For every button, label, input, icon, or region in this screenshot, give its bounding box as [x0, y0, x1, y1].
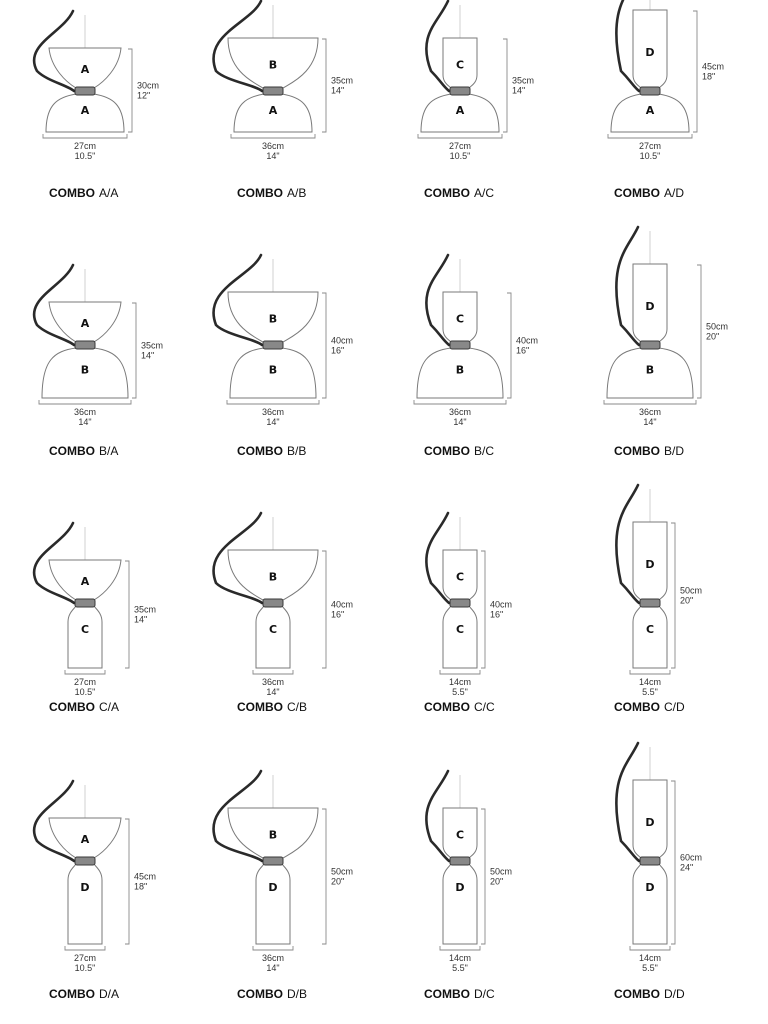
caption-suffix: D/C — [474, 987, 495, 1001]
height-cm: 40cm — [490, 599, 513, 610]
top-shade-letter: D — [645, 557, 655, 571]
height-inches: 20" — [706, 331, 720, 342]
combo-15 — [424, 771, 512, 1001]
width-bracket — [418, 134, 502, 138]
height-cm: 45cm — [702, 61, 725, 72]
height-cm: 50cm — [680, 585, 703, 596]
width-cm: 36cm — [261, 677, 285, 687]
width-cm: 14cm — [448, 953, 472, 963]
height-inches: 18" — [702, 71, 716, 82]
width-cm: 14cm — [448, 677, 472, 687]
width-inches: 14" — [643, 417, 657, 427]
combo-caption — [424, 186, 494, 200]
caption-prefix: COMBO — [237, 444, 283, 458]
combo-caption — [614, 987, 685, 1001]
height-bracket — [507, 293, 511, 398]
height-cm: 35cm — [141, 340, 164, 351]
width-inches: 10.5" — [639, 151, 661, 161]
width-inches: 10.5" — [74, 687, 96, 697]
combo-5 — [34, 265, 163, 458]
top-shade-letter: D — [645, 299, 655, 313]
combo-caption — [49, 444, 118, 458]
combo-14 — [214, 771, 354, 1001]
top-shade-letter: B — [268, 570, 278, 584]
connector-ring — [75, 87, 95, 95]
width-bracket — [39, 400, 131, 404]
caption-prefix: COMBO — [424, 987, 470, 1001]
width-cm: 14cm — [638, 953, 662, 963]
caption-prefix: COMBO — [614, 700, 660, 714]
bottom-shade — [443, 864, 477, 944]
height-inches: 16" — [490, 609, 504, 620]
top-shade-letter: A — [80, 833, 90, 846]
combo-12 — [614, 485, 702, 714]
combo-7 — [414, 255, 538, 458]
combo-caption — [614, 700, 685, 714]
height-bracket — [322, 551, 326, 668]
caption-prefix: COMBO — [49, 186, 95, 200]
top-shade-letter: B — [268, 58, 278, 72]
bottom-shade — [633, 606, 667, 668]
connector-ring — [450, 87, 470, 95]
height-bracket — [125, 819, 129, 944]
top-shade-letter: A — [80, 317, 90, 330]
connector-ring — [640, 857, 660, 865]
caption-prefix: COMBO — [237, 987, 283, 1001]
connector-ring — [263, 857, 283, 865]
caption-prefix: COMBO — [49, 987, 95, 1001]
width-inches: 5.5" — [452, 963, 468, 973]
caption-suffix: C/C — [474, 700, 495, 714]
connector-ring — [640, 341, 660, 349]
caption-suffix: C/B — [287, 700, 308, 714]
combo-caption — [49, 186, 118, 200]
top-shade-letter: C — [455, 58, 465, 72]
width-inches: 5.5" — [642, 963, 658, 973]
height-inches: 18" — [134, 881, 148, 892]
width-inches: 14" — [266, 963, 280, 973]
combo-caption — [424, 987, 495, 1001]
height-cm: 30cm — [137, 80, 160, 91]
bottom-shade-letter: C — [645, 623, 655, 636]
height-bracket — [697, 265, 701, 398]
bottom-shade — [256, 864, 290, 944]
bottom-shade — [633, 864, 667, 944]
combo-11 — [424, 513, 512, 714]
caption-suffix: C/A — [99, 700, 120, 714]
height-cm: 35cm — [512, 75, 535, 86]
bottom-shade-letter: A — [455, 104, 465, 118]
width-cm: 27cm — [448, 141, 472, 151]
width-bracket — [43, 134, 127, 138]
combo-6 — [214, 255, 354, 458]
connector-ring — [450, 341, 470, 349]
height-inches: 20" — [490, 876, 504, 887]
height-inches: 14" — [134, 614, 148, 625]
width-cm: 27cm — [73, 677, 97, 687]
combo-caption — [237, 700, 307, 714]
combo-2 — [214, 1, 354, 200]
height-bracket — [322, 39, 326, 132]
caption-prefix: COMBO — [424, 700, 470, 714]
bottom-shade-letter: C — [80, 623, 90, 636]
caption-prefix: COMBO — [49, 444, 95, 458]
width-cm: 14cm — [638, 677, 662, 687]
height-inches: 14" — [331, 85, 345, 96]
connector-ring — [450, 599, 470, 607]
bottom-shade-letter: B — [268, 363, 278, 377]
height-cm: 35cm — [134, 604, 157, 615]
bottom-shade-letter: D — [80, 881, 90, 894]
height-bracket — [693, 11, 697, 132]
connector-ring — [75, 341, 95, 349]
connector-ring — [640, 599, 660, 607]
height-bracket — [132, 303, 136, 398]
top-shade-letter: D — [645, 45, 655, 59]
combo-caption — [237, 186, 306, 200]
connector-ring — [75, 857, 95, 865]
connector-ring — [450, 857, 470, 865]
connector-ring — [263, 341, 283, 349]
bottom-shade-letter: A — [268, 104, 278, 118]
combo-16 — [614, 743, 702, 1001]
width-inches: 5.5" — [452, 687, 468, 697]
combo-caption — [614, 186, 684, 200]
width-cm: 27cm — [73, 953, 97, 963]
width-bracket — [604, 400, 696, 404]
height-inches: 24" — [680, 862, 694, 873]
width-bracket — [414, 400, 506, 404]
connector-ring — [640, 87, 660, 95]
height-cm: 60cm — [680, 852, 703, 863]
caption-suffix: B/D — [664, 444, 685, 458]
width-cm: 36cm — [638, 407, 662, 417]
height-cm: 50cm — [490, 866, 513, 877]
height-inches: 16" — [516, 345, 530, 356]
caption-suffix: C/D — [664, 700, 685, 714]
bottom-shade — [68, 606, 102, 668]
bottom-shade — [256, 606, 290, 668]
top-shade-letter: B — [268, 312, 278, 326]
bottom-shade-letter: C — [268, 623, 278, 636]
combo-caption — [237, 987, 307, 1001]
combo-caption — [49, 700, 119, 714]
height-cm: 40cm — [331, 599, 354, 610]
connector-ring — [263, 599, 283, 607]
combo-3 — [418, 1, 534, 200]
width-bracket — [227, 400, 319, 404]
caption-suffix: A/B — [287, 186, 307, 200]
caption-prefix: COMBO — [614, 987, 660, 1001]
connector-ring — [75, 599, 95, 607]
height-cm: 40cm — [331, 335, 354, 346]
combo-caption — [614, 444, 684, 458]
width-inches: 14" — [266, 417, 280, 427]
caption-suffix: B/B — [287, 444, 307, 458]
bottom-shade-letter: A — [80, 104, 90, 118]
width-cm: 27cm — [73, 141, 97, 151]
caption-suffix: D/D — [664, 987, 685, 1001]
caption-prefix: COMBO — [614, 444, 660, 458]
caption-prefix: COMBO — [424, 186, 470, 200]
width-cm: 36cm — [261, 407, 285, 417]
caption-suffix: D/B — [287, 987, 308, 1001]
top-shade-letter: C — [455, 828, 465, 842]
combo-4 — [608, 0, 724, 200]
height-bracket — [503, 39, 507, 132]
height-bracket — [322, 809, 326, 944]
bottom-shade-letter: B — [645, 363, 655, 377]
width-bracket — [630, 946, 670, 950]
width-bracket — [253, 946, 293, 950]
bottom-shade-letter: D — [645, 881, 655, 894]
height-inches: 20" — [331, 876, 345, 887]
width-inches: 14" — [266, 151, 280, 161]
width-bracket — [253, 670, 293, 674]
caption-prefix: COMBO — [424, 444, 470, 458]
bottom-shade-letter: D — [455, 881, 465, 894]
width-inches: 5.5" — [642, 687, 658, 697]
height-bracket — [481, 809, 485, 944]
caption-suffix: A/C — [474, 186, 495, 200]
top-shade-letter: A — [80, 575, 90, 588]
width-inches: 14" — [453, 417, 467, 427]
combo-1 — [34, 11, 159, 200]
combo-10 — [214, 513, 354, 714]
width-inches: 10.5" — [449, 151, 471, 161]
caption-prefix: COMBO — [237, 700, 283, 714]
height-cm: 45cm — [134, 871, 157, 882]
caption-prefix: COMBO — [237, 186, 283, 200]
width-bracket — [608, 134, 692, 138]
combo-9 — [34, 523, 156, 714]
height-bracket — [125, 561, 129, 668]
caption-prefix: COMBO — [49, 700, 95, 714]
height-inches: 14" — [141, 350, 155, 361]
combo-caption — [424, 700, 495, 714]
height-inches: 16" — [331, 609, 345, 620]
width-cm: 36cm — [73, 407, 97, 417]
height-inches: 12" — [137, 90, 151, 101]
width-cm: 27cm — [638, 141, 662, 151]
height-bracket — [481, 551, 485, 668]
height-cm: 35cm — [331, 75, 354, 86]
height-inches: 20" — [680, 595, 694, 606]
combo-8 — [604, 227, 728, 458]
caption-suffix: B/A — [99, 444, 119, 458]
connector-ring — [263, 87, 283, 95]
bottom-shade-letter: B — [455, 363, 465, 377]
caption-suffix: D/A — [99, 987, 120, 1001]
height-bracket — [671, 523, 675, 668]
height-inches: 16" — [331, 345, 345, 356]
top-shade-letter: D — [645, 815, 655, 829]
bottom-shade-letter: D — [268, 881, 278, 894]
width-bracket — [231, 134, 315, 138]
top-shade-letter: B — [268, 828, 278, 842]
caption-suffix: A/A — [99, 186, 119, 200]
combo-caption — [237, 444, 306, 458]
width-inches: 10.5" — [74, 963, 96, 973]
width-bracket — [440, 670, 480, 674]
height-cm: 40cm — [516, 335, 539, 346]
combo-caption — [49, 987, 119, 1001]
caption-suffix: A/D — [664, 186, 685, 200]
height-cm: 50cm — [706, 321, 729, 332]
height-bracket — [671, 781, 675, 944]
width-cm: 36cm — [448, 407, 472, 417]
width-cm: 36cm — [261, 141, 285, 151]
height-cm: 50cm — [331, 866, 354, 877]
width-bracket — [65, 946, 105, 950]
combo-13 — [34, 781, 156, 1001]
width-cm: 36cm — [261, 953, 285, 963]
top-shade-letter: A — [80, 63, 90, 76]
combo-caption — [424, 444, 494, 458]
bottom-shade — [68, 864, 102, 944]
height-bracket — [322, 293, 326, 398]
caption-prefix: COMBO — [614, 186, 660, 200]
height-bracket — [128, 49, 132, 132]
width-inches: 14" — [266, 687, 280, 697]
width-inches: 14" — [78, 417, 92, 427]
width-bracket — [440, 946, 480, 950]
top-shade-letter: C — [455, 312, 465, 326]
height-inches: 14" — [512, 85, 526, 96]
width-bracket — [630, 670, 670, 674]
bottom-shade-letter: C — [455, 623, 465, 636]
width-inches: 10.5" — [74, 151, 96, 161]
bottom-shade — [443, 606, 477, 668]
width-bracket — [65, 670, 105, 674]
caption-suffix: B/C — [474, 444, 495, 458]
top-shade-letter: C — [455, 570, 465, 584]
bottom-shade-letter: A — [645, 104, 655, 118]
bottom-shade-letter: B — [80, 363, 90, 377]
